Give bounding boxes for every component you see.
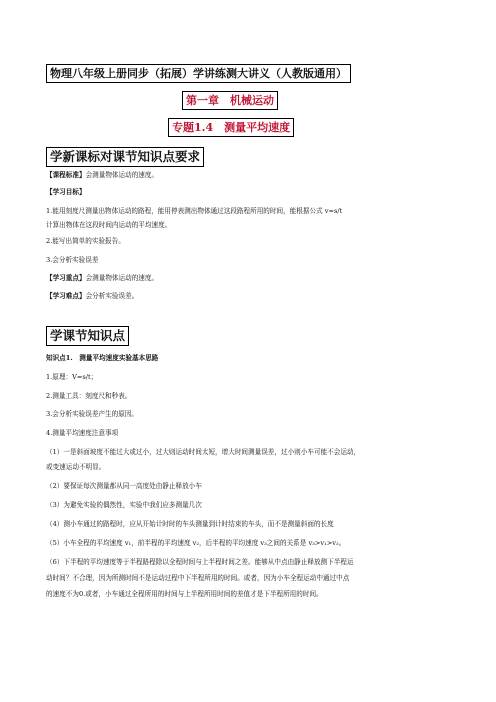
goal-1-line-2: 计算出物体在这段时间内运动的平均速度。 — [46, 221, 172, 229]
item-precautions: 4.测量平均速度注意事项 — [46, 429, 119, 437]
document-title: 物理八年级上册同步（拓展）学讲练测大讲义（人教版通用） — [46, 64, 351, 83]
goal-2: 2.能写出简单的实验报告。 — [46, 237, 125, 245]
chapter-title: 第一章 机械运动 — [182, 91, 278, 110]
note-4: （4）测小车通过的路程时，应从开始计时时的车头测量到计时结束的车头，而不是测量斜面的长度 — [46, 520, 334, 528]
note-1-line-1: （1）一是斜面坡度不能过大或过小，过大则运动时间太短，增大时间测量误差，过小则小车可能不会运动， — [46, 448, 361, 456]
course-standard-text: 会测量物体运动的速度。 — [85, 171, 159, 179]
note-3: （3）为避免实验的偶然性，实验中我们应多测量几次 — [46, 501, 202, 509]
goal-3: 3.会分析实验误差 — [46, 256, 99, 264]
item-error-analysis: 3.会分析实验误差产生的原因。 — [46, 410, 139, 418]
key-point-text: 会测量物体运动的速度。 — [85, 274, 159, 282]
section-heading-knowledge: 学课节知识点 — [46, 326, 129, 346]
section-heading-requirements: 学新课标对课节知识点要求 — [46, 147, 204, 167]
knowledge-point-1-title: 知识点1. 测量平均速度实验基本思路 — [46, 354, 159, 362]
course-standard-line — [46, 170, 466, 180]
goal-1-line-1: 1.能用刻度尺测量出物体运动的路程，能用停表测出物体通过这段路程所用的时间，能根据公式 v=s/t — [46, 207, 343, 215]
note-5: （5）小车全程的平均速度 v₁，前半程的平均速度 v₂，后半程的平均速度 v₃之间的关系是 v₃>v₁>v₂。 — [46, 539, 346, 547]
difficulty-text: 会分析实验误差。 — [85, 292, 139, 300]
note-2: （2）要保证每次测量都从同一高度处由静止释放小车 — [46, 482, 202, 490]
note-6-line-3: 的速度不为0.或者，小车通过全程所用的时间与上半程所用时间的差值才是下半程所用的时间。 — [46, 590, 323, 598]
learning-goals-label: 【学习目标】 — [46, 188, 86, 196]
difficulty-line — [46, 291, 466, 301]
key-point-label: 【学习重点】 — [46, 274, 86, 282]
item-principle: 1.原理：V=s/t； — [46, 373, 98, 381]
note-6-line-1: （6）下半程的平均速度等于半程路程除以全程时间与上半程时间之差。能够从中点由静止释放测下半程运 — [46, 558, 354, 566]
difficulty-label: 【学习难点】 — [46, 292, 86, 300]
topic-title: 专题1.4 测量平均速度 — [168, 118, 294, 137]
item-tools: 2.测量工具：刻度尺和秒表。 — [46, 392, 132, 400]
note-1-line-2: 或变速运动不明显。 — [46, 463, 106, 471]
note-6-line-2: 动时间？不合理，因为所测时间不是运动过程中下半程所用的时间。或者，因为小车全程运动中通过中点 — [46, 574, 350, 582]
course-standard-label: 【课程标准】 — [46, 171, 86, 179]
key-point-line — [46, 273, 466, 283]
